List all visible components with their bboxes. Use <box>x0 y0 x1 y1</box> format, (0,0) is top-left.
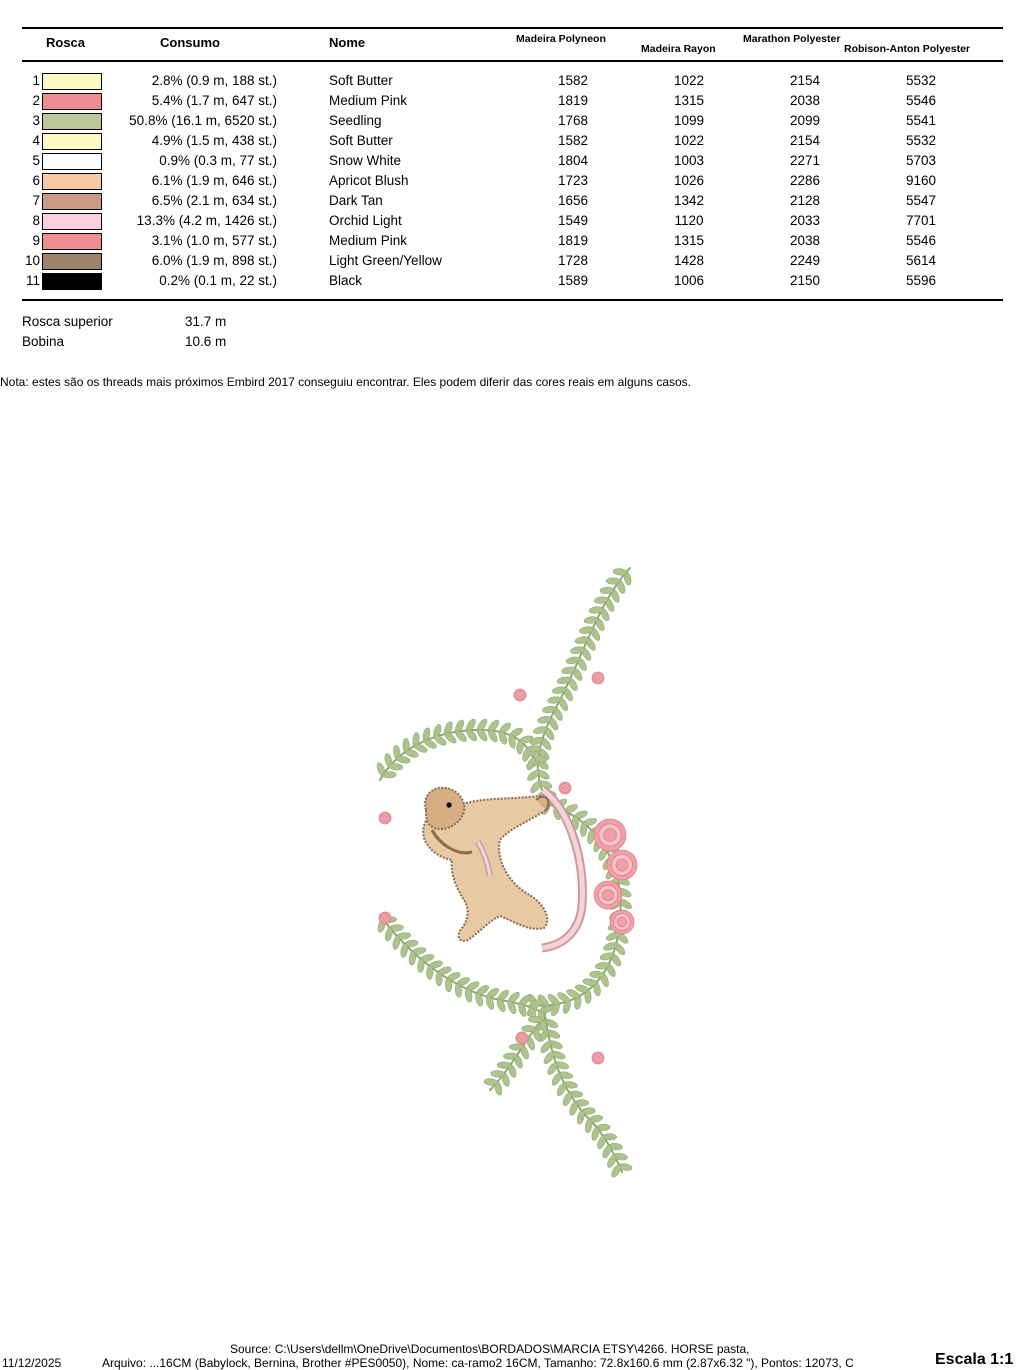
thread-usage: 2.8% (0.9 m, 188 st.) <box>151 73 277 88</box>
robison-anton-code: 5532 <box>905 73 937 88</box>
madeira-rayon-code: 1022 <box>673 73 705 88</box>
table-bottom-rule <box>22 299 1003 301</box>
madeira-polyneon-code: 1656 <box>557 193 589 208</box>
thread-number: 10 <box>24 253 40 268</box>
robison-anton-code: 7701 <box>905 213 937 228</box>
thread-number: 1 <box>32 73 40 88</box>
bobbin-label: Bobina <box>22 334 65 349</box>
madeira-polyneon-code: 1589 <box>557 273 589 288</box>
thread-number: 7 <box>32 193 40 208</box>
robison-anton-code: 5703 <box>905 153 937 168</box>
thread-number: 5 <box>32 153 40 168</box>
madeira-rayon-code: 1022 <box>673 133 705 148</box>
thread-name: Dark Tan <box>329 193 383 208</box>
leaf-shape <box>417 958 425 972</box>
table-row <box>0 252 1024 272</box>
marathon-polyester-code: 2286 <box>789 173 821 188</box>
thread-color-swatch <box>42 213 102 230</box>
thread-color-swatch <box>42 273 102 290</box>
marathon-polyester-code: 2033 <box>789 213 821 228</box>
thread-color-swatch <box>42 253 102 270</box>
thread-name: Medium Pink <box>329 93 408 108</box>
header-name: Nome <box>329 35 366 50</box>
robison-anton-code: 5547 <box>905 193 937 208</box>
madeira-rayon-code: 1342 <box>673 193 705 208</box>
leaf-shape <box>485 995 496 1010</box>
table-top-rule <box>22 27 1003 29</box>
rose-flower <box>594 819 626 851</box>
thread-number: 6 <box>32 173 40 188</box>
thread-name: Orchid Light <box>329 213 402 228</box>
marathon-polyester-code: 2099 <box>789 113 821 128</box>
leaf-shape <box>392 935 401 950</box>
header-marathon-polyester: Marathon Polyester <box>743 33 841 45</box>
leaf-shape <box>497 730 508 745</box>
header-madeira-polyneon: Madeira Polyneon <box>516 33 606 45</box>
madeira-polyneon-code: 1728 <box>557 253 589 268</box>
rose-flower <box>592 1052 604 1064</box>
header-madeira-rayon: Madeira Rayon <box>641 43 716 55</box>
thread-number: 4 <box>32 133 40 148</box>
header-robison-anton: Robison-Anton Polyester <box>844 43 971 55</box>
leaf-shape <box>388 763 403 771</box>
rose-flower <box>559 782 571 794</box>
marathon-polyester-code: 2249 <box>789 253 821 268</box>
leaf-shape <box>603 941 618 952</box>
thread-color-swatch <box>42 133 102 150</box>
leaf-shape <box>517 1002 528 1017</box>
table-row <box>0 192 1024 212</box>
thread-color-swatch <box>42 233 102 250</box>
leaf-shape <box>590 971 604 977</box>
thread-usage: 13.3% (4.2 m, 1426 st.) <box>136 213 277 228</box>
leaf-shape <box>396 755 411 764</box>
leaf-shape <box>484 1078 499 1086</box>
robison-anton-code: 5546 <box>905 93 937 108</box>
footer-date: 11/12/2025 <box>2 1356 62 1370</box>
madeira-rayon-code: 1006 <box>673 273 705 288</box>
bobbin-value: 10.6 m <box>185 334 227 349</box>
thread-number: 2 <box>32 93 40 108</box>
madeira-polyneon-code: 1549 <box>557 213 589 228</box>
madeira-polyneon-code: 1723 <box>557 173 589 188</box>
table-row <box>0 92 1024 112</box>
rose-flower <box>379 812 391 824</box>
table-row <box>0 132 1024 152</box>
robison-anton-code: 5546 <box>905 233 937 248</box>
table-row <box>0 212 1024 232</box>
embroidery-design-preview <box>360 560 660 1180</box>
footer-source: Source: C:\Users\dellm\OneDrive\Documentos\BORDADOS\MARCIA ETSY\4266. HORSE pasta, <box>230 1342 750 1356</box>
rose-flower <box>607 850 637 880</box>
madeira-rayon-code: 1315 <box>673 93 705 108</box>
leaf-shape <box>384 927 394 942</box>
madeira-rayon-code: 1099 <box>673 113 705 128</box>
madeira-rayon-code: 1315 <box>673 233 705 248</box>
leaf-shape <box>400 943 409 958</box>
thread-number: 9 <box>32 233 40 248</box>
rose-flower <box>379 912 391 924</box>
thread-usage: 6.1% (1.9 m, 646 st.) <box>151 173 277 188</box>
leaf-shape <box>491 1070 505 1077</box>
table-row <box>0 272 1024 292</box>
thread-color-swatch <box>42 193 102 210</box>
thread-color-swatch <box>42 113 102 130</box>
marathon-polyester-code: 2038 <box>789 233 821 248</box>
thread-name: Soft Butter <box>329 133 393 148</box>
thread-color-swatch <box>42 73 102 90</box>
thread-usage: 0.9% (0.3 m, 77 st.) <box>159 153 277 168</box>
leaf-shape <box>561 1091 573 1106</box>
table-row <box>0 152 1024 172</box>
footer-file-info: Arquivo: ...16CM (Babylock, Bernina, Brother #PES0050), Nome: ca-ramo2 16CM, Tamanho: 72.8x160.6 mm (2.87x6.32 "), Pontos: 12073, C <box>102 1356 854 1370</box>
thread-name: Black <box>329 273 363 288</box>
leaf-shape <box>506 1000 517 1015</box>
marathon-polyester-code: 2154 <box>789 73 821 88</box>
leaf-shape <box>582 978 597 986</box>
thread-name: Seedling <box>329 113 382 128</box>
header-usage: Consumo <box>160 35 220 50</box>
marathon-polyester-code: 2154 <box>789 133 821 148</box>
leaf-shape <box>503 1053 517 1060</box>
marathon-polyester-code: 2271 <box>789 153 821 168</box>
table-row <box>0 72 1024 92</box>
thread-color-swatch <box>42 93 102 110</box>
leaf-shape <box>576 1110 586 1125</box>
madeira-polyneon-code: 1804 <box>557 153 589 168</box>
leaf-shape <box>584 1118 593 1133</box>
robison-anton-code: 5596 <box>905 273 937 288</box>
rose-flower <box>516 1032 528 1044</box>
header-thread: Rosca <box>46 35 86 50</box>
madeira-polyneon-code: 1819 <box>557 93 589 108</box>
madeira-polyneon-code: 1582 <box>557 133 589 148</box>
robison-anton-code: 5614 <box>905 253 937 268</box>
leaf-shape <box>408 951 416 966</box>
robison-anton-code: 5532 <box>905 133 937 148</box>
leaf-shape <box>497 1062 511 1068</box>
leaf-shape <box>436 972 443 986</box>
leaf-shape <box>509 1044 523 1051</box>
madeira-rayon-code: 1003 <box>673 153 705 168</box>
thread-name: Apricot Blush <box>329 173 409 188</box>
thread-name: Light Green/Yellow <box>329 253 442 268</box>
table-row <box>0 232 1024 252</box>
thread-usage: 0.2% (0.1 m, 22 st.) <box>159 273 277 288</box>
thread-color-swatch <box>42 173 102 190</box>
upper-thread-value: 31.7 m <box>185 314 227 329</box>
madeira-rayon-code: 1428 <box>673 253 705 268</box>
leaf-shape <box>568 1101 579 1116</box>
leaf-shape <box>382 771 396 778</box>
thread-usage: 6.0% (1.9 m, 898 st.) <box>151 253 277 268</box>
table-header-rule <box>22 60 1003 62</box>
thread-usage: 5.4% (1.7 m, 647 st.) <box>151 93 277 108</box>
thread-usage: 3.1% (1.0 m, 577 st.) <box>151 233 277 248</box>
thread-usage: 6.5% (2.1 m, 634 st.) <box>151 193 277 208</box>
leaf-shape <box>613 568 628 576</box>
rocking-horse <box>423 788 582 948</box>
leaf-shape <box>528 1016 542 1023</box>
table-row <box>0 112 1024 132</box>
thread-number: 8 <box>32 213 40 228</box>
leaf-shape <box>590 1126 600 1141</box>
thread-number: 3 <box>32 113 40 128</box>
rose-flower <box>514 689 526 701</box>
madeira-polyneon-code: 1582 <box>557 73 589 88</box>
marathon-polyester-code: 2038 <box>789 93 821 108</box>
footer-scale: Escala 1:1 <box>935 1351 1014 1368</box>
thread-usage: 50.8% (16.1 m, 6520 st.) <box>129 113 277 128</box>
marathon-polyester-code: 2150 <box>789 273 821 288</box>
robison-anton-code: 9160 <box>905 173 937 188</box>
thread-color-swatch <box>42 153 102 170</box>
horse-eye <box>446 802 451 807</box>
rose-flower <box>594 881 622 909</box>
leaf-shape <box>487 728 500 743</box>
leaf-shape <box>516 740 523 754</box>
thread-usage: 4.9% (1.5 m, 438 st.) <box>151 133 277 148</box>
table-row <box>0 172 1024 192</box>
madeira-rayon-code: 1120 <box>674 213 704 228</box>
madeira-polyneon-code: 1768 <box>557 113 589 128</box>
disclaimer-note: Nota: estes são os threads mais próximos Embird 2017 conseguiu encontrar. Eles podem diferir das cores reais em alguns casos. <box>0 375 692 389</box>
rose-flower <box>592 672 604 684</box>
leaf-shape <box>580 822 588 836</box>
madeira-polyneon-code: 1819 <box>557 233 589 248</box>
thread-name: Medium Pink <box>329 233 408 248</box>
thread-number: 11 <box>25 273 40 288</box>
marathon-polyester-code: 2128 <box>789 193 821 208</box>
leaf-shape <box>426 965 433 979</box>
thread-name: Snow White <box>329 153 402 168</box>
rose-flower <box>610 910 634 934</box>
madeira-rayon-code: 1026 <box>673 173 705 188</box>
thread-name: Soft Butter <box>329 73 393 88</box>
leaf-shape <box>606 578 620 585</box>
robison-anton-code: 5541 <box>905 113 937 128</box>
upper-thread-label: Rosca superior <box>22 314 113 329</box>
vine-stem <box>538 568 630 805</box>
leaf-shape <box>522 1025 536 1031</box>
